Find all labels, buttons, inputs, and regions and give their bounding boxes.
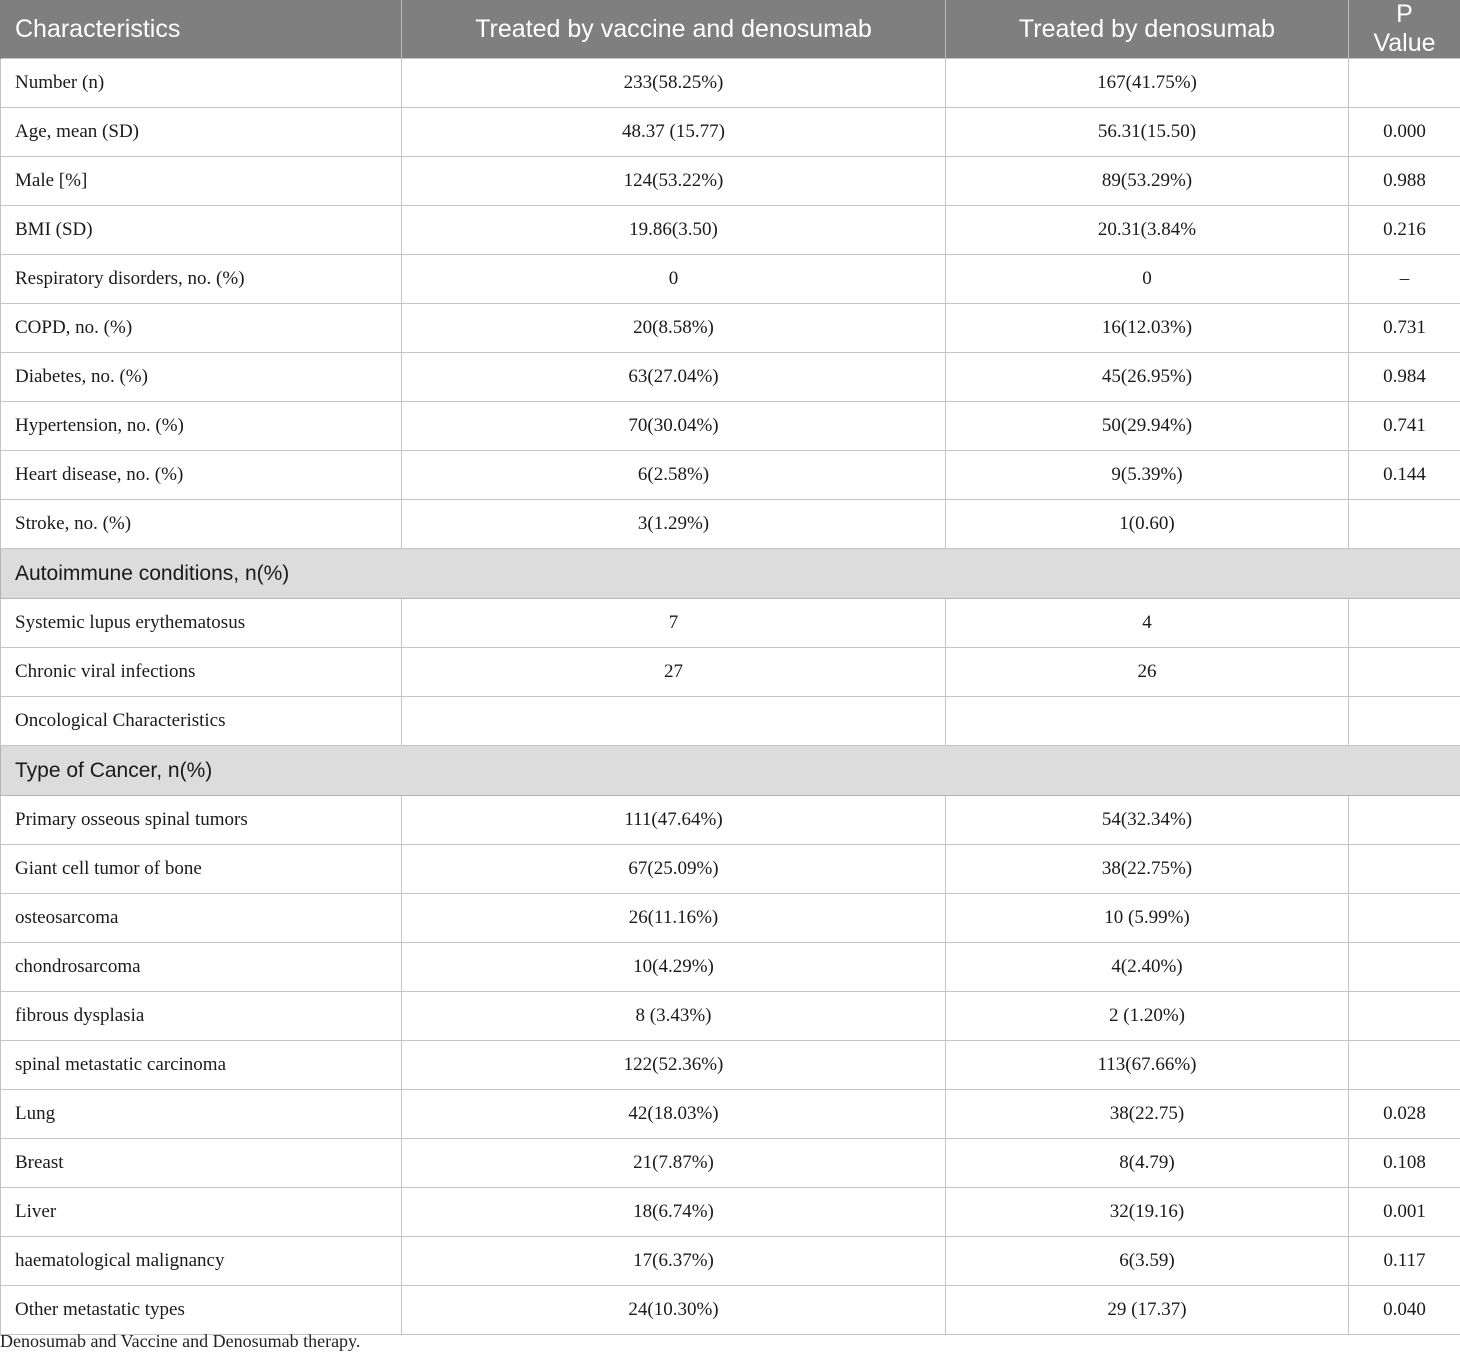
row-label-cell: Other metastatic types — [1, 1286, 402, 1335]
table-row — [1, 1188, 1460, 1237]
p-value-cell — [1349, 500, 1460, 549]
denosumab-cell: 167(41.75%) — [946, 59, 1349, 108]
row-label-cell: BMI (SD) — [1, 206, 402, 255]
denosumab-cell: 6(3.59) — [946, 1237, 1349, 1286]
row-label-cell: chondrosarcoma — [1, 943, 402, 992]
table-row — [1, 255, 1460, 304]
row-label-cell: Oncological Characteristics — [1, 697, 402, 746]
row-label-cell: Giant cell tumor of bone — [1, 845, 402, 894]
table-row — [1, 845, 1460, 894]
denosumab-cell: 4(2.40%) — [946, 943, 1349, 992]
table-row — [1, 1237, 1460, 1286]
vaccine-denosumab-cell: 6(2.58%) — [402, 451, 946, 500]
table-row — [1, 353, 1460, 402]
p-value-cell — [1349, 648, 1460, 697]
vaccine-denosumab-cell: 21(7.87%) — [402, 1139, 946, 1188]
denosumab-cell: 38(22.75%) — [946, 845, 1349, 894]
p-value-cell: 0.108 — [1349, 1139, 1460, 1188]
p-value-cell — [1349, 992, 1460, 1041]
table-row — [1, 894, 1460, 943]
p-value-cell: 0.731 — [1349, 304, 1460, 353]
denosumab-cell: 10 (5.99%) — [946, 894, 1349, 943]
row-label-cell: spinal metastatic carcinoma — [1, 1041, 402, 1090]
row-label-cell: Systemic lupus erythematosus — [1, 599, 402, 648]
vaccine-denosumab-cell: 8 (3.43%) — [402, 992, 946, 1041]
vaccine-denosumab-cell: 124(53.22%) — [402, 157, 946, 206]
p-value-cell — [1349, 59, 1460, 108]
denosumab-cell: 56.31(15.50) — [946, 108, 1349, 157]
vaccine-denosumab-cell: 233(58.25%) — [402, 59, 946, 108]
denosumab-cell: 20.31(3.84% — [946, 206, 1349, 255]
row-label-cell: Chronic viral infections — [1, 648, 402, 697]
denosumab-cell: 16(12.03%) — [946, 304, 1349, 353]
p-value-cell — [1349, 599, 1460, 648]
p-value-cell: – — [1349, 255, 1460, 304]
vaccine-denosumab-cell: 27 — [402, 648, 946, 697]
denosumab-cell: 89(53.29%) — [946, 157, 1349, 206]
table-row — [1, 943, 1460, 992]
row-label-cell: fibrous dysplasia — [1, 992, 402, 1041]
row-label-cell: Male [%] — [1, 157, 402, 206]
denosumab-cell: 4 — [946, 599, 1349, 648]
p-value-cell: 0.988 — [1349, 157, 1460, 206]
p-value-cell — [1349, 1041, 1460, 1090]
table-row — [1, 451, 1460, 500]
denosumab-cell: 54(32.34%) — [946, 796, 1349, 845]
p-value-cell: 0.001 — [1349, 1188, 1460, 1237]
vaccine-denosumab-cell: 122(52.36%) — [402, 1041, 946, 1090]
row-label-cell: Heart disease, no. (%) — [1, 451, 402, 500]
denosumab-cell: 1(0.60) — [946, 500, 1349, 549]
row-label-cell: Diabetes, no. (%) — [1, 353, 402, 402]
row-label-cell: Respiratory disorders, no. (%) — [1, 255, 402, 304]
denosumab-cell: 9(5.39%) — [946, 451, 1349, 500]
vaccine-denosumab-cell: 19.86(3.50) — [402, 206, 946, 255]
section-header-row — [1, 549, 1460, 599]
vaccine-denosumab-cell: 48.37 (15.77) — [402, 108, 946, 157]
vaccine-denosumab-cell: 26(11.16%) — [402, 894, 946, 943]
row-label-cell: haematological malignancy — [1, 1237, 402, 1286]
header-characteristics: Characteristics — [1, 0, 402, 59]
row-label-cell: osteosarcoma — [1, 894, 402, 943]
header-denosumab: Treated by denosumab — [946, 0, 1349, 59]
p-value-cell: 0.117 — [1349, 1237, 1460, 1286]
vaccine-denosumab-cell: 24(10.30%) — [402, 1286, 946, 1335]
denosumab-cell: 38(22.75) — [946, 1090, 1349, 1139]
table-row — [1, 1041, 1460, 1090]
denosumab-cell: 26 — [946, 648, 1349, 697]
denosumab-cell: 2 (1.20%) — [946, 992, 1349, 1041]
p-value-cell: 0.984 — [1349, 353, 1460, 402]
row-label-cell: Breast — [1, 1139, 402, 1188]
p-value-cell — [1349, 943, 1460, 992]
table-footnote: Denosumab and Vaccine and Denosumab therapy. — [0, 1331, 361, 1351]
p-value-cell: 0.040 — [1349, 1286, 1460, 1335]
vaccine-denosumab-cell: 10(4.29%) — [402, 943, 946, 992]
table-header — [1, 0, 1460, 59]
denosumab-cell — [946, 697, 1349, 746]
denosumab-cell: 8(4.79) — [946, 1139, 1349, 1188]
section-label: Autoimmune conditions, n(%) — [1, 549, 1460, 599]
table-row — [1, 206, 1460, 255]
row-label-cell: Liver — [1, 1188, 402, 1237]
p-value-cell: 0.028 — [1349, 1090, 1460, 1139]
p-value-cell: 0.144 — [1349, 451, 1460, 500]
table-row — [1, 1139, 1460, 1188]
row-label-cell: Number (n) — [1, 59, 402, 108]
table-row — [1, 402, 1460, 451]
vaccine-denosumab-cell: 63(27.04%) — [402, 353, 946, 402]
vaccine-denosumab-cell: 42(18.03%) — [402, 1090, 946, 1139]
table-row — [1, 992, 1460, 1041]
header-row — [1, 0, 1460, 59]
header-vaccine-denosumab: Treated by vaccine and denosumab — [402, 0, 946, 59]
table-row — [1, 304, 1460, 353]
p-value-cell: 0.000 — [1349, 108, 1460, 157]
row-label-cell: Stroke, no. (%) — [1, 500, 402, 549]
table-row — [1, 796, 1460, 845]
denosumab-cell: 45(26.95%) — [946, 353, 1349, 402]
vaccine-denosumab-cell: 70(30.04%) — [402, 402, 946, 451]
vaccine-denosumab-cell: 18(6.74%) — [402, 1188, 946, 1237]
vaccine-denosumab-cell: 17(6.37%) — [402, 1237, 946, 1286]
denosumab-cell: 0 — [946, 255, 1349, 304]
denosumab-cell: 50(29.94%) — [946, 402, 1349, 451]
vaccine-denosumab-cell: 67(25.09%) — [402, 845, 946, 894]
row-label-cell: Age, mean (SD) — [1, 108, 402, 157]
row-label-cell: COPD, no. (%) — [1, 304, 402, 353]
p-value-cell — [1349, 697, 1460, 746]
table-body — [1, 59, 1460, 1335]
denosumab-cell: 113(67.66%) — [946, 1041, 1349, 1090]
section-header-row — [1, 746, 1460, 796]
p-value-cell — [1349, 894, 1460, 943]
table-row — [1, 157, 1460, 206]
table-row — [1, 599, 1460, 648]
denosumab-cell: 32(19.16) — [946, 1188, 1349, 1237]
table-row — [1, 1090, 1460, 1139]
table-row — [1, 697, 1460, 746]
vaccine-denosumab-cell: 3(1.29%) — [402, 500, 946, 549]
p-value-cell: 0.741 — [1349, 402, 1460, 451]
vaccine-denosumab-cell — [402, 697, 946, 746]
row-label-cell: Hypertension, no. (%) — [1, 402, 402, 451]
table-row — [1, 1286, 1460, 1335]
p-value-cell: 0.216 — [1349, 206, 1460, 255]
table-row — [1, 500, 1460, 549]
row-label-cell: Lung — [1, 1090, 402, 1139]
vaccine-denosumab-cell: 111(47.64%) — [402, 796, 946, 845]
p-value-cell — [1349, 845, 1460, 894]
header-p-value: P Value — [1349, 0, 1460, 59]
table-row — [1, 648, 1460, 697]
table-row — [1, 108, 1460, 157]
p-value-cell — [1349, 796, 1460, 845]
section-label: Type of Cancer, n(%) — [1, 746, 1460, 796]
vaccine-denosumab-cell: 20(8.58%) — [402, 304, 946, 353]
table-row — [1, 59, 1460, 108]
row-label-cell: Primary osseous spinal tumors — [1, 796, 402, 845]
denosumab-cell: 29 (17.37) — [946, 1286, 1349, 1335]
vaccine-denosumab-cell: 0 — [402, 255, 946, 304]
vaccine-denosumab-cell: 7 — [402, 599, 946, 648]
